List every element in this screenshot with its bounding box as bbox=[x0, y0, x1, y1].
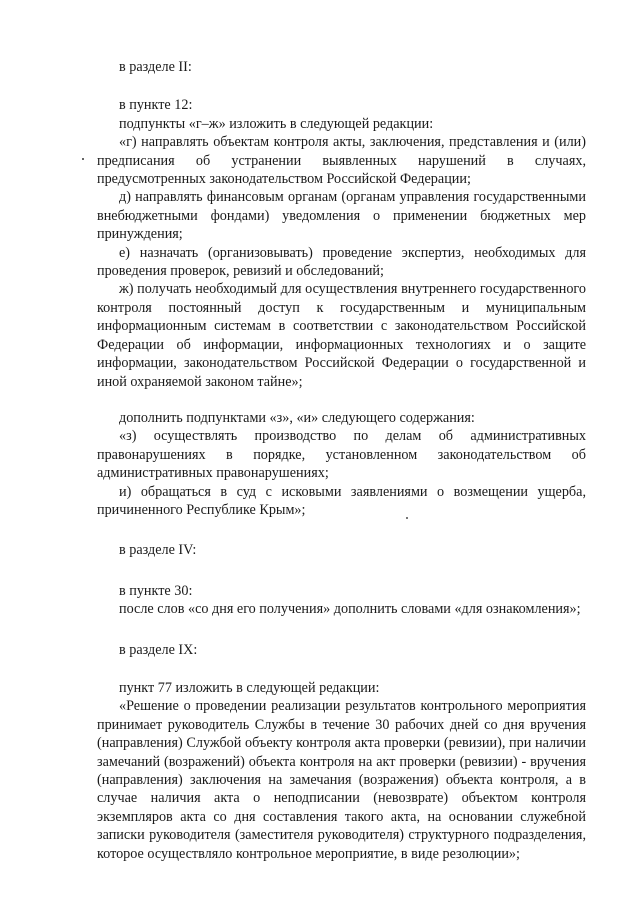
subitem-zh: ж) получать необходимый для осуществления внутреннего государственного контроля постоянный доступ к государственным и муниципальным информационным системам в соответствии с законодательством Российской Федерации об информации, информационных технологиях и о защите информации, законодательством Российской Федерации о государственной и иной охраняемой законом тайне»; bbox=[97, 281, 586, 390]
item-30-heading: в пункте 30: bbox=[119, 582, 193, 599]
item-30-text: после слов «со дня его получения» дополнить словами «для ознакомления»; bbox=[119, 601, 581, 618]
scan-speck bbox=[406, 517, 408, 519]
item-77-text: «Решение о проведении реализации результатов контрольного мероприятия принимает руководитель Службы в течение 30 рабочих дней со дня вручения (направления) Службой объекту контроля акта проверки (ревизии), при наличии замечаний (возражений) объекта контроля на акт проверки (ревизии) - вручения (направления) заключения на замечания (возражения) объекта контроля, а в случае наличия акта о неподписании (невозврате) объектом контроля экземпляров акта со дня составления такого акта, на основании служебной записки руководителя (заместителя руководителя) структурного подразделения, которое осуществляло контрольное мероприятие, в виде резолюции»; bbox=[97, 698, 586, 862]
supplement-intro: дополнить подпунктами «з», «и» следующего содержания: bbox=[119, 409, 475, 426]
section-4-heading: в разделе IV: bbox=[119, 542, 197, 559]
scan-speck bbox=[82, 158, 84, 160]
section-9-heading: в разделе IX: bbox=[119, 641, 198, 658]
section-2-heading: в разделе II: bbox=[119, 59, 192, 75]
subitem-d: д) направлять финансовым органам (органам управления государственными внебюджетными фондами) уведомления о применении бюджетных мер принуждения; bbox=[97, 189, 586, 243]
subitem-i: и) обращаться в суд с исковыми заявлениями о возмещении ущерба, причиненного Республике Крым»; bbox=[97, 483, 586, 518]
item-77-intro: пункт 77 изложить в следующей редакции: bbox=[119, 679, 380, 696]
subitem-e: е) назначать (организовывать) проведение экспертиз, необходимых для проведения проверок, ревизий и обследований; bbox=[97, 244, 586, 280]
item-12-heading: в пункте 12: bbox=[119, 97, 193, 114]
subitem-z: «з) осуществлять производство по делам об административных правонарушениях в порядке, установленном законодательством об административных правонарушениях; bbox=[97, 428, 586, 482]
item-12-intro: подпункты «г–ж» изложить в следующей редакции: bbox=[119, 115, 434, 132]
subitem-g: «г) направлять объектам контроля акты, заключения, представления и (или) предписания об устранении выявленных нарушений в случаях, предусмотренных законодательством Российской Федерации; bbox=[97, 134, 586, 188]
